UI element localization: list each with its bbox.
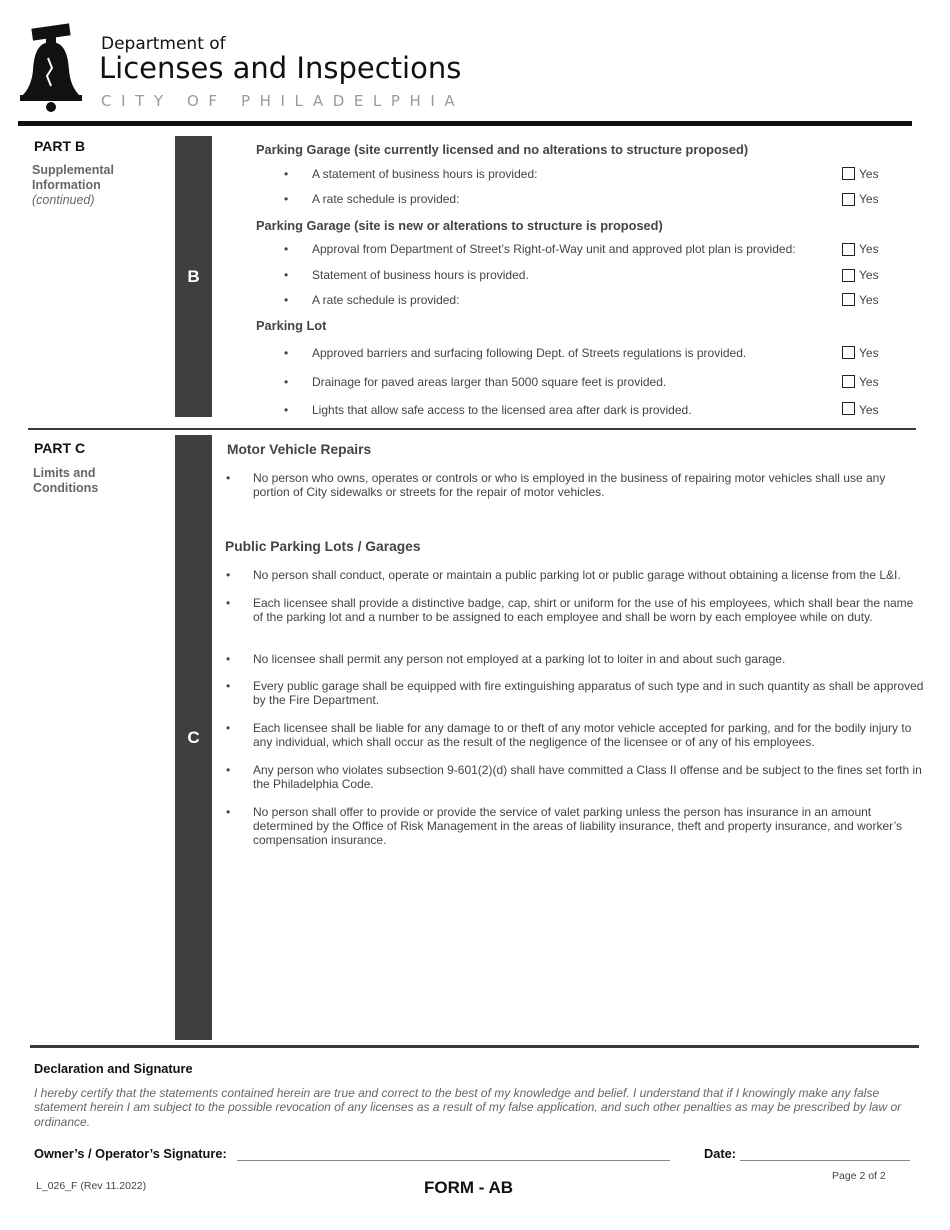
declaration-text: I hereby certify that the statements contained herein are true and correct to the best of my knowledge and belief. I understand that if I knowingly make any false statement herein I am subject to the possible revocation of any licenses as a result of my false application, and such other penalties as may be prescribed by law or ordinance. xyxy=(34,1086,902,1129)
checkbox-label: Yes xyxy=(859,375,879,389)
bullet: • xyxy=(226,679,231,693)
parking-item: No person shall offer to provide or provide the service of valet parking unless the person has insurance in an amount determined by the Office of Risk Management in the areas of liability insurance, theft and property insurance, and worker’s compensation insurance. xyxy=(253,805,903,847)
parking-item: Each licensee shall provide a distinctive badge, cap, shirt or uniform for the use of his employees, which shall bear the name of the parking lot and a number to be assigned to each employee and shall be worn by each employee while on duty. xyxy=(253,596,914,624)
bullet: • xyxy=(284,192,289,206)
bullet: • xyxy=(284,242,289,256)
checkbox-rate-schedule-new[interactable] xyxy=(842,293,855,306)
checkbox-lights[interactable] xyxy=(842,402,855,415)
checkbox-business-hours[interactable] xyxy=(842,167,855,180)
liberty-bell-logo-icon xyxy=(18,22,84,114)
section-heading-garage-licensed: Parking Garage (site currently licensed and no alterations to structure proposed) xyxy=(256,142,749,157)
bullet: • xyxy=(226,471,231,485)
bullet: • xyxy=(284,268,289,282)
item-approved-barriers: Approved barriers and surfacing following Dept. of Streets regulations is provided. xyxy=(312,346,747,360)
motor-item: No person who owns, operates or controls or who is employed in the business of repairing motor vehicles shall use any portion of City sidewalks or streets for the repair of motor vehicles. xyxy=(253,471,886,499)
checkbox-label: Yes xyxy=(859,268,879,282)
section-heading-garage-new: Parking Garage (site is new or alterations to structure is proposed) xyxy=(256,218,663,233)
form-code: L_026_F (Rev 11.2022) xyxy=(36,1180,147,1192)
parking-item: Any person who violates subsection 9-601(2)(d) shall have committed a Class II offense and be subject to the fines set forth in the Philadelphia Code. xyxy=(253,763,922,791)
date-label: Date: xyxy=(704,1146,736,1161)
part-c-bar xyxy=(175,435,212,1040)
form-name: FORM - AB xyxy=(424,1178,514,1197)
parking-item: No licensee shall permit any person not employed at a parking lot to loiter in and about such garage. xyxy=(253,652,786,666)
bullet: • xyxy=(226,652,231,666)
bullet: • xyxy=(284,167,289,181)
bullet: • xyxy=(226,568,231,582)
bullet: • xyxy=(284,293,289,307)
bullet: • xyxy=(226,721,231,735)
department-line: Department of xyxy=(101,34,226,54)
part-c-bar-letter: C xyxy=(187,727,200,747)
parking-item: No person shall conduct, operate or maintain a public parking lot or public garage without obtaining a license from the L&I. xyxy=(253,568,901,582)
checkbox-approved-barriers[interactable] xyxy=(842,346,855,359)
part-c-subtitle: Limits and Conditions xyxy=(33,466,99,495)
motor-vehicle-repairs-heading: Motor Vehicle Repairs xyxy=(227,442,372,457)
part-c-divider xyxy=(30,1045,919,1048)
part-b-title: PART B xyxy=(34,138,86,154)
checkbox-drainage[interactable] xyxy=(842,375,855,388)
bullet: • xyxy=(284,403,289,417)
checkbox-label: Yes xyxy=(859,242,879,256)
checkbox-label: Yes xyxy=(859,167,879,181)
checkbox-right-of-way-approval[interactable] xyxy=(842,243,855,256)
public-parking-heading: Public Parking Lots / Garages xyxy=(225,539,421,554)
item-statement-business-hours: Statement of business hours is provided. xyxy=(312,268,529,282)
bullet: • xyxy=(226,596,231,610)
checkbox-label: Yes xyxy=(859,192,879,206)
declaration-heading: Declaration and Signature xyxy=(34,1061,193,1076)
bullet: • xyxy=(284,346,289,360)
item-drainage: Drainage for paved areas larger than 5000 square feet is provided. xyxy=(312,375,667,389)
item-rate-schedule-new: A rate schedule is provided: xyxy=(312,293,460,307)
bullet: • xyxy=(284,375,289,389)
city-name: CITY OF PHILADELPHIA xyxy=(101,92,465,110)
checkbox-statement-business-hours[interactable] xyxy=(842,269,855,282)
checkbox-label: Yes xyxy=(859,293,879,307)
header-rule xyxy=(18,121,912,126)
item-lights: Lights that allow safe access to the licensed area after dark is provided. xyxy=(312,403,692,417)
date-field[interactable] xyxy=(740,1146,910,1161)
checkbox-rate-schedule[interactable] xyxy=(842,193,855,206)
signature-field[interactable] xyxy=(237,1146,670,1161)
part-c-title: PART C xyxy=(34,440,86,456)
item-right-of-way-approval: Approval from Department of Street’s Right-of-Way unit and approved plot plan is provided: xyxy=(312,242,796,256)
checkbox-label: Yes xyxy=(859,403,879,417)
section-heading-parking-lot: Parking Lot xyxy=(256,318,327,333)
part-b-divider xyxy=(28,428,916,430)
signature-label: Owner’s / Operator’s Signature: xyxy=(34,1146,227,1161)
item-business-hours: A statement of business hours is provided: xyxy=(312,167,538,181)
part-b-bar xyxy=(175,136,212,417)
part-b-bar-letter: B xyxy=(187,266,200,286)
item-rate-schedule: A rate schedule is provided: xyxy=(312,192,460,206)
part-b-subtitle: Supplemental Information (continued) xyxy=(32,163,114,207)
checkbox-label: Yes xyxy=(859,346,879,360)
parking-item: Each licensee shall be liable for any damage to or theft of any motor vehicle accepted for parking, and for the bodily injury to any individual, which shall occur as the result of the negligence of the licensee or of any of his employees. xyxy=(253,721,912,749)
page-number: Page 2 of 2 xyxy=(832,1170,886,1182)
bullet: • xyxy=(226,805,231,819)
agency-name: Licenses and Inspections xyxy=(99,51,462,85)
parking-item: Every public garage shall be equipped with fire extinguishing apparatus of such type and in such quantity as shall be approved by the Fire Department. xyxy=(253,679,924,707)
bullet: • xyxy=(226,763,231,777)
